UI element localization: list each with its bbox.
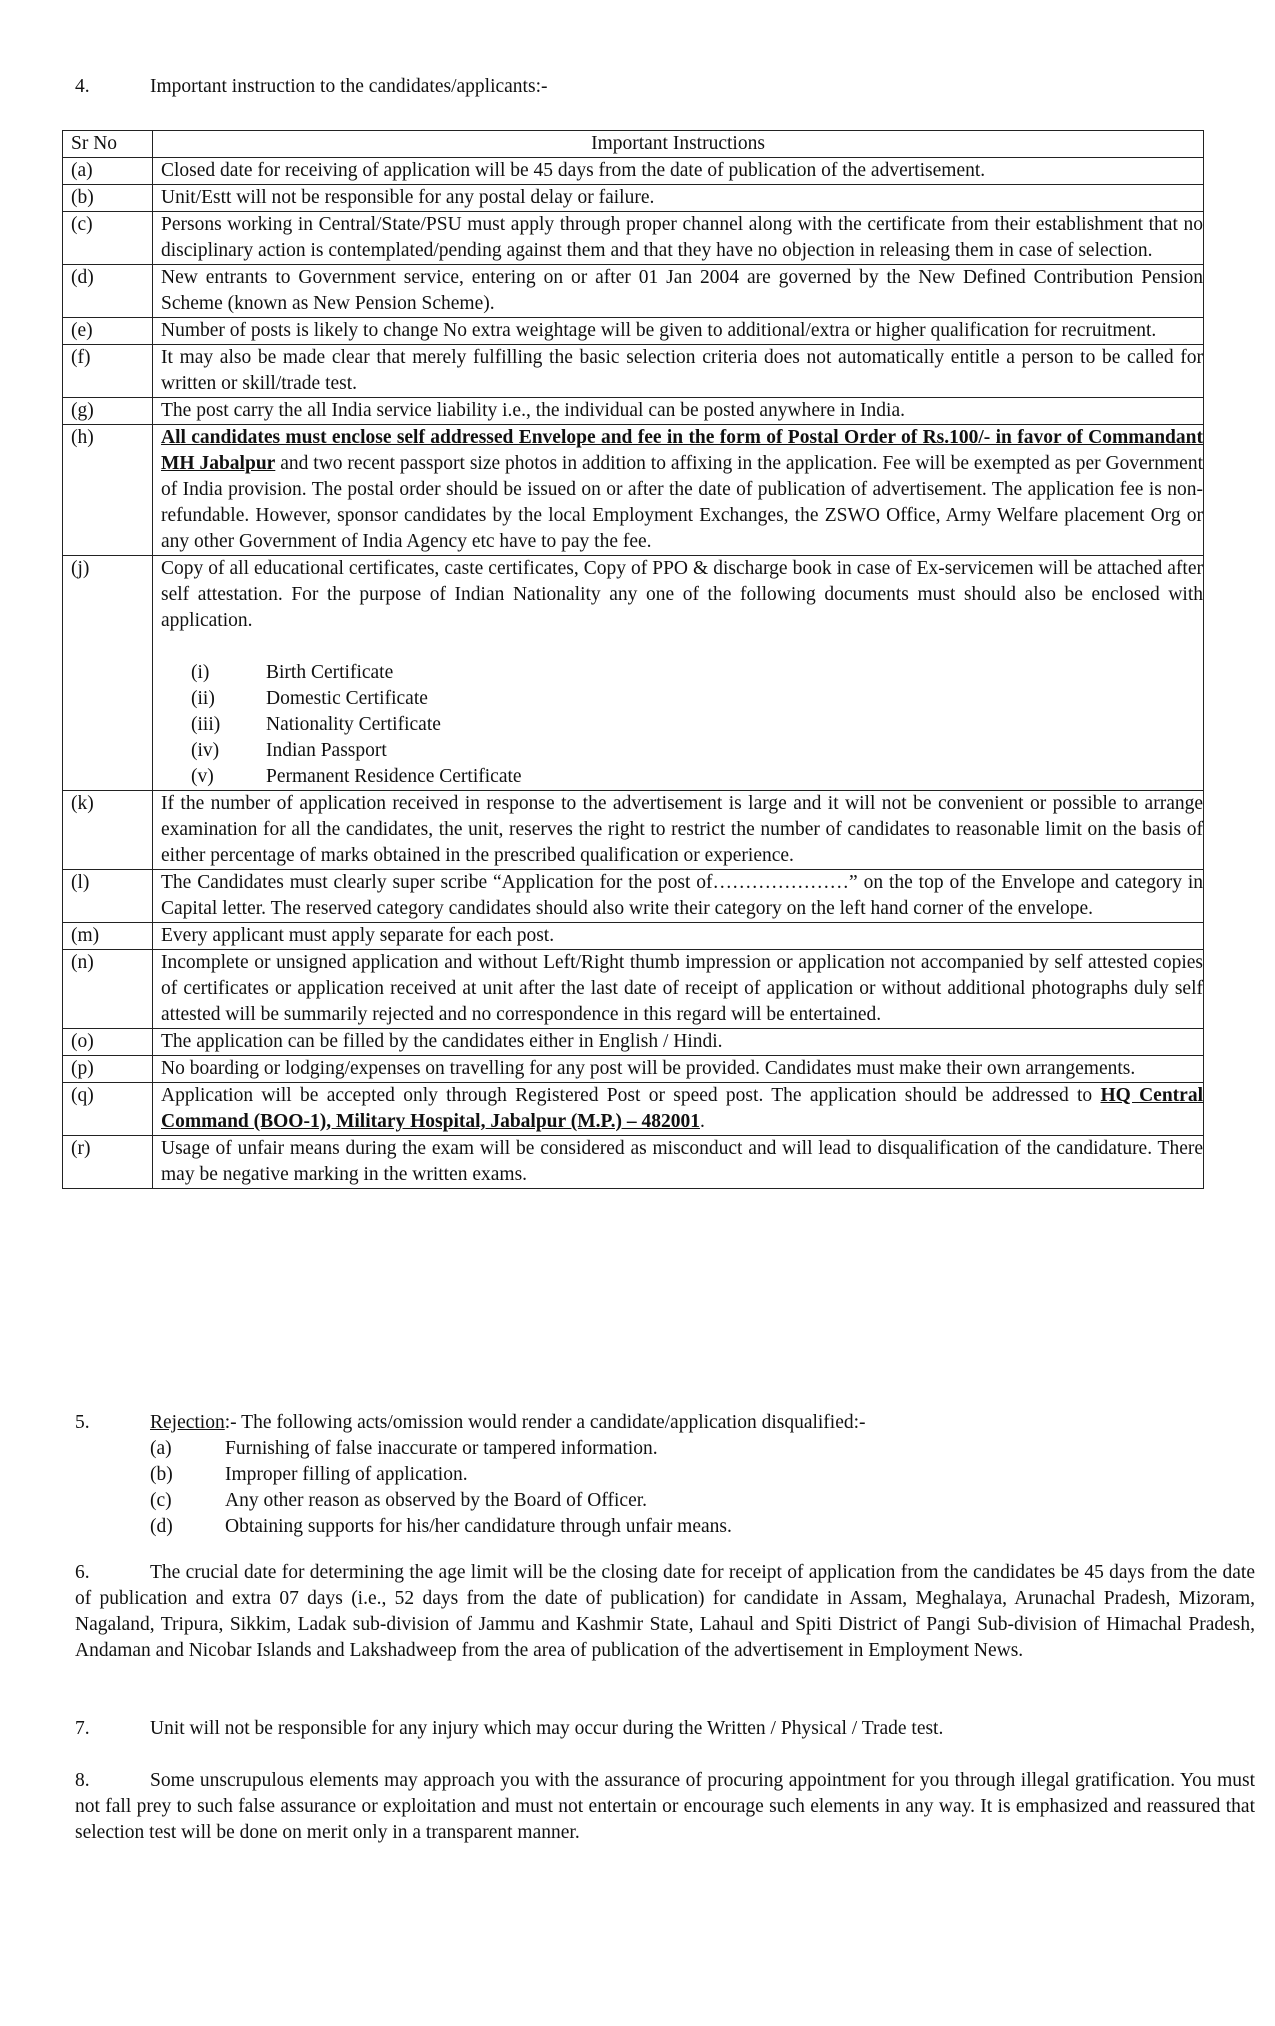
list-item-number: (ii): [191, 688, 215, 709]
table-row: [63, 950, 1204, 1029]
list-item-number: (v): [191, 766, 214, 787]
row-sr-no: (n): [63, 950, 153, 1029]
list-item-text: Birth Certificate: [266, 662, 394, 683]
instruction-body-text: New entrants to Government service, entering on or after 01 Jan 2004 are governed by the New Defined Contribution Pension Scheme (known as New Pension Scheme).: [161, 267, 1203, 314]
list-item: [191, 738, 1203, 764]
table-row: [63, 1029, 1204, 1056]
table-row: [63, 212, 1204, 265]
row-sr-no: (m): [63, 923, 153, 950]
section-6-text: The crucial date for determining the age limit will be the closing date for receipt of application from the candidates be 45 days from the date of publication and extra 07 days (i.e., 52 days from the date of publication) for candidate in Assam, Meghalaya, Arunachal Pradesh, Mizoram, Nagaland, Tripura, Sikkim, Ladak sub-division of Jammu and Kashmir State, Lahaul and Spiti District of Pangi Sub-division of Himachal Pradesh, Andaman and Nicobar Islands and Lakshadweep from the area of publication of the advertisement in Employment News.: [75, 1562, 1255, 1661]
section-5-title-rest: :- The following acts/omission would render a candidate/application disqualified:-: [224, 1412, 866, 1433]
instruction-text: [161, 791, 1203, 869]
list-item-number: (iii): [191, 714, 221, 735]
instruction-body-text: Every applicant must apply separate for each post.: [161, 925, 555, 946]
table-row: [63, 158, 1204, 185]
list-item-text: Domestic Certificate: [266, 688, 428, 709]
row-instruction: [153, 398, 1204, 425]
row-sr-no: (r): [63, 1136, 153, 1189]
section-7: [75, 1716, 1255, 1742]
section-5-rejection: [75, 1410, 1255, 1540]
row-sr-no: (k): [63, 791, 153, 870]
list-item-text: Permanent Residence Certificate: [266, 766, 522, 787]
instruction-text: [161, 398, 1203, 424]
section-8-text: Some unscrupulous elements may approach you with the assurance of procuring appointment for you through illegal gratification. You must not fall prey to such false assurance or exploitation and must not entertain or encourage such elements in any way. It is emphasized and reassured that selection test will be done on merit only in a transparent manner.: [75, 1770, 1255, 1843]
instruction-body-text: Closed date for receiving of application will be 45 days from the date of publication of the advertisement.: [161, 160, 986, 181]
header-sr-no: Sr No: [63, 131, 153, 158]
row-sr-no: (o): [63, 1029, 153, 1056]
table-row: [63, 1136, 1204, 1189]
row-instruction: [153, 791, 1204, 870]
list-item-number: (c): [150, 1490, 172, 1511]
section-4-title: Important instruction to the candidates/applicants:-: [150, 76, 548, 97]
instruction-text: [161, 212, 1203, 264]
section-8-number: 8.: [75, 1770, 90, 1791]
list-item: [191, 686, 1203, 712]
instruction-body-text: Copy of all educational certificates, caste certificates, Copy of PPO & discharge book in case of Ex-servicemen will be attached after self attestation. For the purpose of Indian Nationality any one of the following documents must should also be enclosed with application.: [161, 558, 1203, 631]
instruction-body-text: Unit/Estt will not be responsible for any postal delay or failure.: [161, 187, 655, 208]
row-instruction: [153, 556, 1204, 791]
table-row: [63, 398, 1204, 425]
section-6-number: 6.: [75, 1562, 90, 1583]
table-row: [63, 870, 1204, 923]
row-instruction: [153, 185, 1204, 212]
section-8: [75, 1768, 1255, 1846]
instruction-text: [161, 1056, 1203, 1082]
list-item-number: (iv): [191, 740, 220, 761]
instruction-body-text: Application will be accepted only through Registered Post or speed post. The application should be addressed to: [161, 1085, 1101, 1106]
list-item: [191, 764, 1203, 790]
table-row: [63, 923, 1204, 950]
section-4-heading: [75, 74, 547, 100]
row-sr-no: (f): [63, 345, 153, 398]
table-row: [63, 556, 1204, 791]
list-item: [150, 1462, 1255, 1488]
instructions-table-body: [63, 158, 1204, 1189]
list-item: [191, 712, 1203, 738]
list-item-number: (a): [150, 1438, 172, 1459]
section-5-title-underlined: Rejection: [150, 1412, 225, 1433]
list-item: [150, 1514, 1255, 1540]
instruction-body-text: Usage of unfair means during the exam will be considered as misconduct and will lead to disqualification of the candidature. There may be negative marking in the written exams.: [161, 1138, 1203, 1185]
section-5-number: 5.: [75, 1412, 90, 1433]
instruction-text: [161, 185, 1203, 211]
instruction-body-text: If the number of application received in response to the advertisement is large and it will not be convenient or possible to arrange examination for all the candidates, the unit, reserves the right to restrict the number of candidates to reasonable limit on the basis of either percentage of marks obtained in the prescribed qualification or experience.: [161, 793, 1203, 866]
list-item: [191, 660, 1203, 686]
instruction-text: [161, 870, 1203, 922]
address-bold-text: HQ Central Command (BOO-1), Military Hospital, Jabalpur (M.P.) – 482001: [161, 1085, 1204, 1132]
table-row: [63, 1056, 1204, 1083]
instruction-text: [161, 158, 1203, 184]
list-item-text: Any other reason as observed by the Board of Officer.: [225, 1490, 648, 1511]
instruction-text: [161, 1083, 1203, 1135]
instruction-text: [161, 1029, 1203, 1055]
list-item: [150, 1488, 1255, 1514]
row-sr-no: (p): [63, 1056, 153, 1083]
instruction-bold-text: All candidates must enclose self addressed Envelope and fee in the form of Postal Order of Rs.100/- in favor of Commandant MH Jabalpur: [161, 427, 1203, 474]
row-sr-no: (b): [63, 185, 153, 212]
header-important-instructions: Important Instructions: [153, 131, 1204, 158]
instruction-text: [161, 556, 1203, 634]
table-header-row: [63, 131, 1204, 158]
row-sr-no: (h): [63, 425, 153, 556]
row-instruction: [153, 950, 1204, 1029]
instruction-text: [161, 1136, 1203, 1188]
instruction-text: [161, 265, 1203, 317]
row-sr-no: (d): [63, 265, 153, 318]
section-5-heading: [75, 1410, 1255, 1436]
table-row: [63, 265, 1204, 318]
row-sr-no: (l): [63, 870, 153, 923]
table-row: [63, 185, 1204, 212]
row-instruction: [153, 1056, 1204, 1083]
instruction-body-text: The application can be filled by the candidates either in English / Hindi.: [161, 1031, 723, 1052]
row-sr-no: (c): [63, 212, 153, 265]
instruction-text: [161, 345, 1203, 397]
list-item-number: (i): [191, 662, 210, 683]
list-item-text: Obtaining supports for his/her candidature through unfair means.: [225, 1516, 732, 1537]
list-item-text: Indian Passport: [266, 740, 387, 761]
list-item-number: (b): [150, 1464, 173, 1485]
rejection-list: [150, 1436, 1255, 1540]
list-item-text: Improper filling of application.: [225, 1464, 468, 1485]
row-instruction: [153, 870, 1204, 923]
row-instruction: [153, 923, 1204, 950]
list-item-text: Furnishing of false inaccurate or tampered information.: [225, 1438, 658, 1459]
table-row: [63, 318, 1204, 345]
row-sr-no: (a): [63, 158, 153, 185]
list-item-text: Nationality Certificate: [266, 714, 441, 735]
row-instruction: [153, 1029, 1204, 1056]
row-instruction: [153, 1136, 1204, 1189]
row-instruction: [153, 345, 1204, 398]
instruction-text: [161, 318, 1203, 344]
instructions-table: [62, 130, 1204, 1189]
list-item: [150, 1436, 1255, 1462]
instruction-tail: .: [699, 1111, 705, 1132]
row-instruction: [153, 1083, 1204, 1136]
row-instruction: [153, 318, 1204, 345]
instruction-body-text: No boarding or lodging/expenses on travelling for any post will be provided. Candidates must make their own arrangements.: [161, 1058, 1136, 1079]
row-instruction: [153, 158, 1204, 185]
row-sr-no: (e): [63, 318, 153, 345]
instruction-body-text: and two recent passport size photos in addition to affixing in the application. Fee will be exempted as per Government of India provision. The postal order should be issued on or after the date of publication of advertisement. The application fee is non-refundable. However, sponsor candidates by the local Employment Exchanges, the ZSWO Office, Army Welfare placement Org or any other Government of India Agency etc have to pay the fee.: [161, 453, 1203, 552]
instruction-body-text: Number of posts is likely to change No extra weightage will be given to additional/extra or higher qualification for recruitment.: [161, 320, 1157, 341]
row-instruction: [153, 265, 1204, 318]
instruction-body-text: Incomplete or unsigned application and without Left/Right thumb impression or application not accompanied by self attested copies of certificates or application received at unit after the last date of receipt of application or without additional photographs duly self attested will be summarily rejected and no correspondence in this regard will be entertained.: [161, 952, 1203, 1025]
instruction-body-text: The Candidates must clearly super scribe “Application for the post of…………………” on the top of the Envelope and category in Capital letter. The reserved category candidates should also write their category on the left hand corner of the envelope.: [161, 872, 1203, 919]
instruction-text: [161, 950, 1203, 1028]
instruction-body-text: The post carry the all India service liability i.e., the individual can be posted anywhere in India.: [161, 400, 905, 421]
section-7-number: 7.: [75, 1718, 90, 1739]
table-row: [63, 345, 1204, 398]
instruction-body-text: Persons working in Central/State/PSU must apply through proper channel along with the certificate from their establishment that no disciplinary action is contemplated/pending against them and that they have no objection in releasing them in case of selection.: [161, 214, 1203, 261]
table-row: [63, 1083, 1204, 1136]
row-instruction: [153, 212, 1204, 265]
row-sr-no: (q): [63, 1083, 153, 1136]
nationality-documents-list: [191, 660, 1203, 790]
section-4-number: 4.: [75, 76, 90, 97]
instruction-text: [161, 923, 1203, 949]
section-7-text: Unit will not be responsible for any injury which may occur during the Written / Physical / Trade test.: [150, 1718, 944, 1739]
row-sr-no: (j): [63, 556, 153, 791]
list-item-number: (d): [150, 1516, 173, 1537]
instruction-body-text: It may also be made clear that merely fulfilling the basic selection criteria does not automatically entitle a person to be called for written or skill/trade test.: [161, 347, 1203, 394]
row-instruction: [153, 425, 1204, 556]
table-row: [63, 425, 1204, 556]
section-6: [75, 1560, 1255, 1664]
instruction-text: [161, 425, 1203, 555]
table-row: [63, 791, 1204, 870]
row-sr-no: (g): [63, 398, 153, 425]
